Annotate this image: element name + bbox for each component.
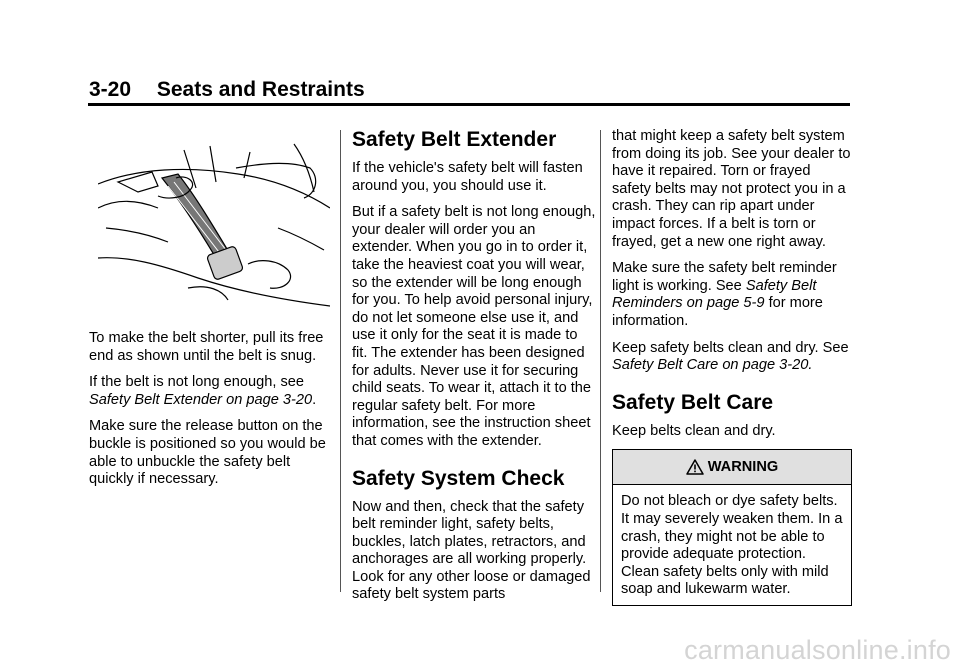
- column-divider-1: [340, 130, 341, 592]
- belt-care-text: Keep belts clean and dry.: [612, 422, 776, 439]
- page-number: 3-20: [89, 78, 132, 101]
- belt-adjustment-illustration: [98, 138, 330, 310]
- header-rule: [88, 103, 850, 106]
- repair-text: that might keep a safety belt system from doing its job. See your dealer to have it repaired. Torn or frayed safety belts may not protect you in a crash. They can rip apart under impact forces. If a belt is torn or frayed, get a new one right away.: [612, 128, 851, 250]
- extender-link[interactable]: Safety Belt Extender on page 3-20: [89, 391, 313, 408]
- column-divider-2: [600, 130, 601, 592]
- release-button-text: Make sure the release button on the buckle is positioned so you would be able to unbuckle the safety belt quickly if necessary.: [89, 418, 326, 488]
- heading-safety-system-check: Safety System Check: [352, 466, 565, 490]
- section-title: Seats and Restraints: [156, 78, 365, 101]
- belt-extender-ref-paragraph: [89, 374, 333, 409]
- column-2: [352, 128, 596, 613]
- warning-header: [613, 450, 851, 485]
- reminder-light-text: Make sure the safety belt reminder light is working. See: [612, 260, 837, 294]
- heading-safety-belt-care: Safety Belt Care: [612, 390, 774, 414]
- extender-ref-end: .: [312, 391, 317, 408]
- clean-dry-text: Keep safety belts clean and dry. See: [612, 339, 849, 356]
- warning-body: Do not bleach or dye safety belts. It may severely weaken them. In a crash, they might not be able to provide adequate protection. Clean safety belts only with mild soap and lukewarm water.: [621, 493, 843, 598]
- clean-dry-paragraph: [612, 340, 852, 375]
- warning-title: WARNING: [707, 458, 779, 475]
- heading-safety-belt-extender: Safety Belt Extender: [352, 128, 557, 151]
- column-3: [612, 128, 852, 606]
- warning-box: [612, 449, 852, 606]
- system-check-text: Now and then, check that the safety belt reminder light, safety belts, buckles, latch plates, retractors, and anchorages are all working properly. Look for any other loose or damaged safety belt system parts: [352, 498, 591, 603]
- page-header: [89, 78, 365, 102]
- reminder-light-paragraph: [612, 260, 852, 330]
- warning-icon: [686, 459, 704, 475]
- column-1: [89, 132, 333, 498]
- extender-intro-text: If the vehicle's safety belt will fasten around you, you should use it.: [352, 160, 583, 194]
- reminder-light-end: for more information.: [612, 295, 823, 329]
- belt-care-link[interactable]: Safety Belt Care on page 3-20.: [612, 357, 813, 374]
- watermark: carmanualsonline.info: [684, 635, 951, 665]
- extender-ref-text: If the belt is not long enough, see: [89, 374, 305, 391]
- belt-shorter-text: To make the belt shorter, pull its free end as shown until the belt is snug.: [89, 330, 324, 364]
- extender-detail-text: But if a safety belt is not long enough, your dealer will order you an extender. When you go in to order it, take the heaviest coat you will wear, so the extender will be long enough for you. To help avoid personal injury, do not let someone else use it, and use it only for the seat it is made to fit. The extender has been designed for adults. Never use it for securing child seats. To wear it, attach it to the regular safety belt. For more information, see the instruction sheet that comes with the extender.: [352, 204, 596, 449]
- reminders-link[interactable]: Safety Belt Reminders on page 5-9: [612, 277, 817, 312]
